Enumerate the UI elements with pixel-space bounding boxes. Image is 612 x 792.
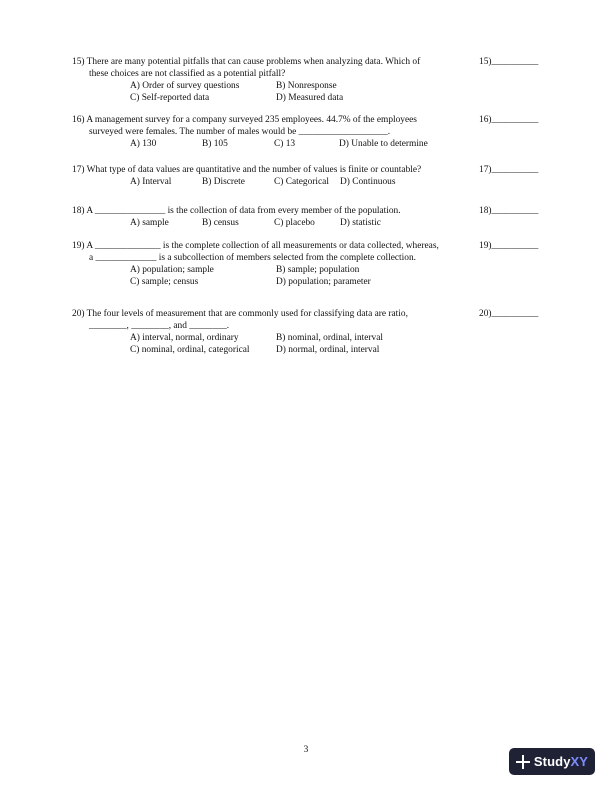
question-text: these choices are not classified as a potential pitfall? (89, 69, 286, 79)
question-text: 20) The four levels of measurement that are commonly used for classifying data are ratio, (72, 309, 408, 319)
choice-a[interactable]: A) population; sample (130, 265, 214, 275)
question-text: 18) A _______________ is the collection of data from every member of the population. (72, 206, 401, 216)
choice-b[interactable]: B) sample; population (276, 265, 360, 275)
question-16 (72, 114, 542, 150)
choice-d[interactable]: D) Continuous (340, 177, 396, 187)
brand-wordmark (534, 754, 588, 769)
choice-a[interactable]: A) 130 (130, 139, 157, 149)
choice-b[interactable]: B) nominal, ordinal, interval (276, 333, 384, 343)
choice-c[interactable]: C) placebo (274, 218, 315, 228)
question-text: surveyed were females. The number of males would be ___________________. (89, 127, 391, 137)
choice-row (72, 176, 542, 188)
page-number: 3 (303, 745, 309, 755)
answer-blank-16[interactable]: 16)__________ (479, 115, 539, 125)
choice-row (72, 264, 542, 276)
question-text: 15) There are many potential pitfalls that can cause problems when analyzing data. Which of (72, 57, 421, 67)
choice-row (72, 344, 542, 356)
question-15 (72, 56, 542, 104)
brand-suffix: XY (570, 754, 589, 769)
choice-b[interactable]: B) Discrete (202, 177, 245, 187)
answer-blank-20[interactable]: 20)__________ (479, 309, 539, 319)
choice-a[interactable]: A) sample (130, 218, 169, 228)
choice-row (72, 80, 542, 92)
answer-blank-17[interactable]: 17)__________ (479, 165, 539, 175)
choice-row (72, 138, 542, 150)
choice-row (72, 92, 542, 104)
choice-c[interactable]: C) sample; census (130, 277, 199, 287)
choice-c[interactable]: C) 13 (274, 139, 296, 149)
plus-icon (516, 755, 530, 769)
choice-c[interactable]: C) Categorical (274, 177, 329, 187)
choice-d[interactable]: D) Measured data (276, 93, 344, 103)
choice-b[interactable]: B) Nonresponse (276, 81, 337, 91)
choice-row (72, 332, 542, 344)
choice-b[interactable]: B) 105 (202, 139, 228, 149)
brand-prefix: Study (533, 754, 571, 769)
choice-b[interactable]: B) census (202, 218, 239, 228)
choice-c[interactable]: C) nominal, ordinal, categorical (130, 345, 250, 355)
studyxy-badge[interactable] (509, 748, 595, 775)
choice-a[interactable]: A) Order of survey questions (130, 81, 240, 91)
choice-c[interactable]: C) Self-reported data (130, 93, 210, 103)
question-text: 19) A ______________ is the complete collection of all measurements or data collected, whereas, (72, 241, 439, 251)
choice-row (72, 217, 542, 229)
question-17 (72, 164, 542, 188)
answer-blank-15[interactable]: 15)__________ (479, 57, 539, 67)
question-19 (72, 240, 542, 288)
answer-blank-18[interactable]: 18)__________ (479, 206, 539, 216)
choice-a[interactable]: A) Interval (130, 177, 172, 187)
question-text: 16) A management survey for a company surveyed 235 employees. 44.7% of the employees (72, 115, 417, 125)
question-text: 17) What type of data values are quantitative and the number of values is finite or countable? (72, 165, 422, 175)
question-20 (72, 308, 542, 356)
choice-a[interactable]: A) interval, normal, ordinary (130, 333, 239, 343)
choice-d[interactable]: D) population; parameter (276, 277, 371, 287)
choice-row (72, 276, 542, 288)
question-text: a _____________ is a subcollection of members selected from the complete collection. (89, 253, 416, 263)
answer-blank-19[interactable]: 19)__________ (479, 241, 539, 251)
question-text: ________, ________, and ________. (89, 321, 230, 331)
choice-d[interactable]: D) normal, ordinal, interval (276, 345, 380, 355)
question-18 (72, 205, 542, 229)
choice-d[interactable]: D) Unable to determine (339, 139, 428, 149)
choice-d[interactable]: D) statistic (340, 218, 381, 228)
